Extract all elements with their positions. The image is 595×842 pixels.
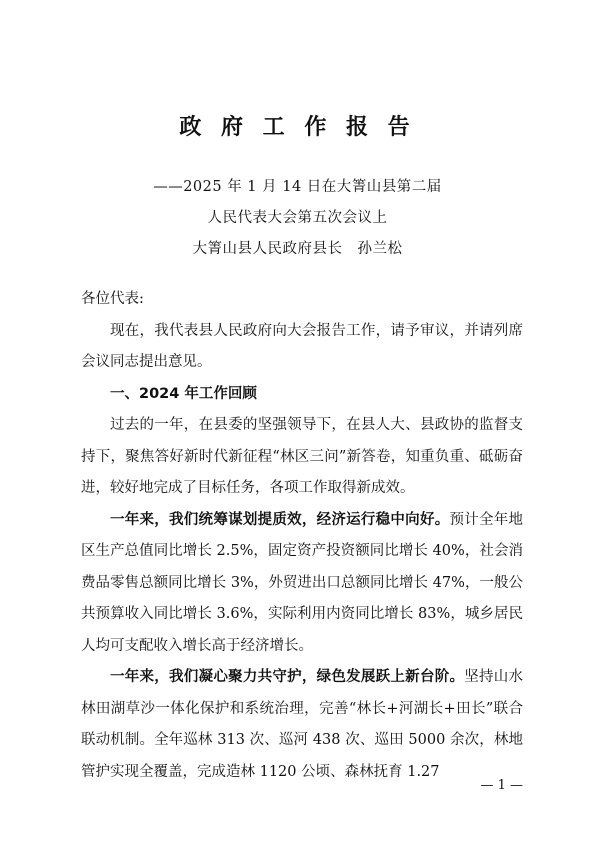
ecology-lead-sentence: 一年来，我们凝心聚力共守护，绿色发展跃上新台阶。: [110, 669, 465, 685]
intro-paragraph: 现在，我代表县人民政府向大会报告工作，请予审议，并请列席会议同志提出意见。: [81, 322, 523, 370]
page-number: — 1 —: [480, 778, 523, 793]
subtitle-speaker-line: 大箐山县人民政府县长 孙兰松: [192, 241, 403, 257]
economy-body-text: 预计全年地区生产总值同比增长 2.5%，固定资产投资额同比增长 40%，社会消费品零售总额同比增长 3%，外贸进出口总额同比增长 47%，一般公共预算收入同比增长 3.6%，实际利用内资同比增长 83%，城乡居民人均可支配收入增长高于经济增长。: [81, 511, 524, 654]
economy-lead-sentence: 一年来，我们统筹谋划提质效，经济运行稳中向好。: [110, 511, 450, 528]
subtitle-meeting-line: 人民代表大会第五次会议上: [207, 210, 388, 226]
economy-paragraph: [81, 505, 523, 663]
salutation: 各位代表:: [81, 291, 144, 307]
document-body: [81, 284, 523, 788]
section-heading: 一、2024 年工作回顾: [110, 385, 257, 402]
review-paragraph: 过去的一年，在县委的坚强领导下，在县人大、县政协的监督支持下，聚焦答好新时代新征程“林区三问”新答卷，知重负重、砥砺奋进，较好地完成了目标任务，各项工作取得新成效。: [81, 417, 523, 496]
ecology-paragraph: [81, 662, 523, 788]
document-title: 政 府 工 作 报 告: [179, 114, 416, 140]
ecology-body-text: 坚持山水林田湖草沙一体化保护和系统治理，完善“林长+河湖长+田长”联合联动机制。全年巡林 313 次、巡河 438 次、巡田 5000 余次，林地管护实现全覆盖，完成造林 1120 公顷、森林抚育 1.27: [81, 669, 524, 780]
subtitle-date-line: ——2025 年 1 月 14 日在大箐山县第二届: [153, 179, 442, 195]
